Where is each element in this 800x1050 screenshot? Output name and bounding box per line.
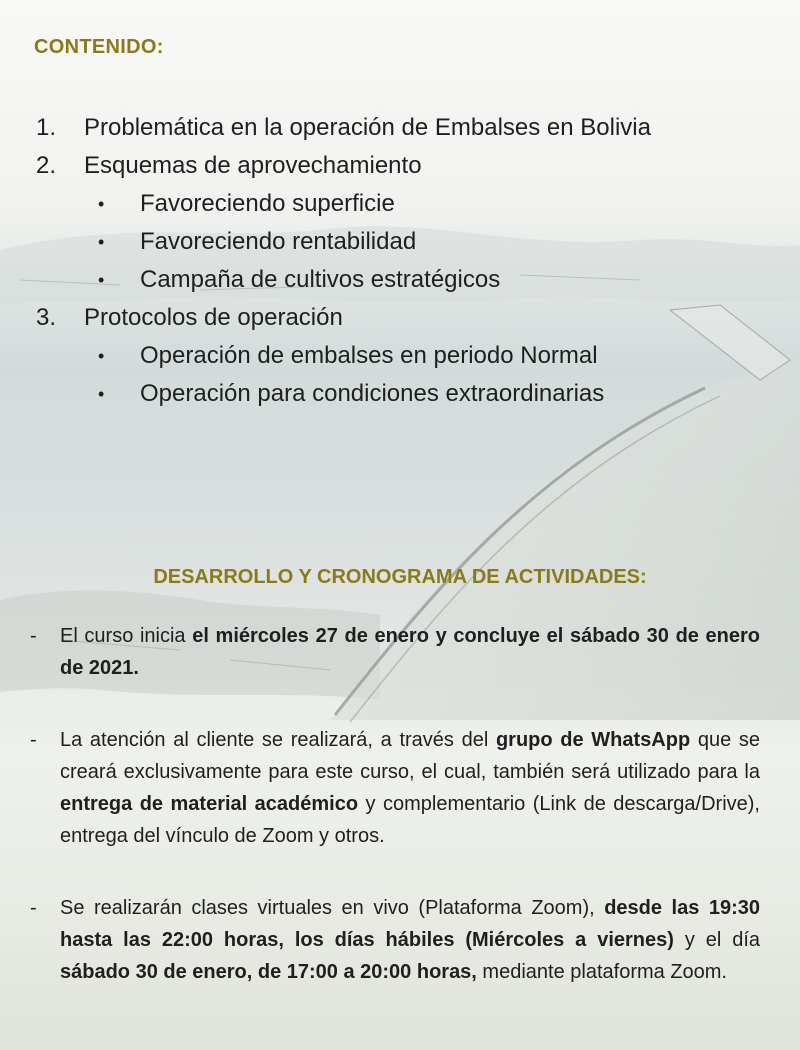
contents-item bbox=[36, 112, 776, 150]
item-title: Problemática en la operación de Embalses en Bolivia bbox=[84, 114, 651, 141]
dash-marker: - bbox=[30, 625, 37, 647]
text-segment: La atención al cliente se realizará, a través del bbox=[60, 729, 496, 751]
bullet-icon: • bbox=[98, 346, 105, 366]
text-segment: que se creará exclusivamente para este curso, el cual, también será utilizado para la bbox=[60, 729, 761, 783]
contents-subitem bbox=[36, 340, 776, 378]
item-title: Esquemas de aprovechamiento bbox=[84, 152, 422, 179]
schedule-heading: DESARROLLO Y CRONOGRAMA DE ACTIVIDADES: bbox=[153, 566, 647, 588]
text-segment-bold: entrega de material académico bbox=[60, 793, 359, 815]
item-number: 3. bbox=[36, 304, 57, 331]
item-number: 2. bbox=[36, 152, 57, 179]
bullet-icon: • bbox=[98, 232, 105, 252]
contents-list bbox=[36, 112, 776, 416]
contents-heading: CONTENIDO: bbox=[34, 36, 164, 58]
dash-marker: - bbox=[30, 729, 37, 751]
text-segment: Se realizarán clases virtuales en vivo (Plataforma Zoom), bbox=[60, 897, 605, 919]
contents-subitem bbox=[36, 188, 776, 226]
subitem-title: Operación para condiciones extraordinarias bbox=[140, 380, 605, 407]
contents-item bbox=[36, 302, 776, 340]
item-number: 1. bbox=[36, 114, 57, 141]
subitem-title: Operación de embalses en periodo Normal bbox=[140, 342, 598, 369]
subitem-title: Favoreciendo superficie bbox=[140, 190, 395, 217]
text-segment: mediante plataforma Zoom. bbox=[476, 961, 727, 983]
text-segment-bold: grupo de WhatsApp bbox=[495, 729, 691, 751]
bullet-icon: • bbox=[98, 194, 105, 214]
text-segment: El curso inicia bbox=[60, 625, 193, 647]
paragraph-text bbox=[60, 620, 760, 684]
text-segment-bold: sábado 30 de enero, de 17:00 a 20:00 horas, bbox=[60, 961, 477, 983]
bullet-icon: • bbox=[98, 270, 105, 290]
subitem-title: Favoreciendo rentabilidad bbox=[140, 228, 417, 255]
text-segment-bold: el miércoles 27 de enero y concluye el sábado 30 de enero de 2021. bbox=[60, 625, 761, 679]
paragraph-text bbox=[60, 892, 760, 988]
contents-subitem bbox=[36, 264, 776, 302]
text-segment: y complementario (Link de descarga/Drive), entrega del vínculo de Zoom y otros. bbox=[60, 793, 760, 847]
bullet-icon: • bbox=[98, 384, 105, 404]
contents-item bbox=[36, 150, 776, 188]
contents-subitem bbox=[36, 378, 776, 416]
dash-marker: - bbox=[30, 897, 37, 919]
paragraph-text bbox=[60, 724, 760, 852]
item-title: Protocolos de operación bbox=[84, 304, 343, 331]
contents-subitem bbox=[36, 226, 776, 264]
text-segment-bold: desde las 19:30 hasta las 22:00 horas, los días hábiles (Miércoles a viernes) bbox=[60, 897, 760, 951]
text-segment: y el día bbox=[673, 929, 760, 951]
subitem-title: Campaña de cultivos estratégicos bbox=[140, 266, 501, 293]
